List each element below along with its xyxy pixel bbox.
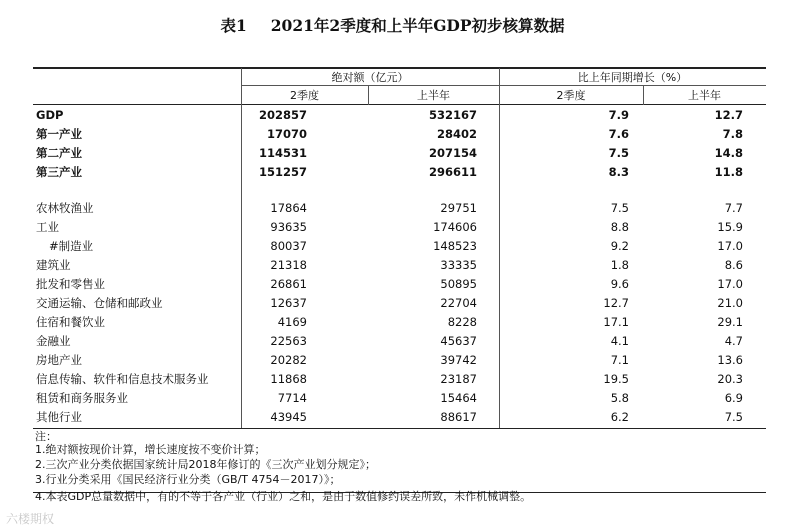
cell-h1-growth: 4.7 — [724, 334, 743, 348]
cell-h1-growth: 17.0 — [717, 239, 743, 253]
note-3: 3.行业分类采用《国民经济行业分类（GB/T 4754－2017）》； — [35, 473, 341, 486]
row-label: 建筑业 — [36, 258, 71, 272]
table-row — [33, 125, 766, 144]
cell-q2-abs: 17864 — [270, 201, 307, 215]
notes-heading: 注： — [35, 430, 57, 443]
cell-q2-growth: 6.2 — [610, 410, 629, 424]
cell-q2-abs: 7714 — [277, 391, 307, 405]
cell-h1-abs: 532167 — [428, 108, 477, 122]
note-1: 1.绝对额按现价计算，增长速度按不变价计算； — [35, 443, 266, 456]
cell-q2-growth: 9.6 — [610, 277, 629, 291]
cell-h1-abs: 22704 — [440, 296, 477, 310]
cell-q2-growth: 9.2 — [610, 239, 629, 253]
cell-h1-growth: 13.6 — [717, 353, 743, 367]
cell-h1-growth: 20.3 — [717, 372, 743, 386]
cell-h1-abs: 29751 — [440, 201, 477, 215]
table-row — [33, 389, 766, 408]
table-number: 表1 — [220, 16, 247, 35]
cell-q2-abs: 26861 — [270, 277, 307, 291]
table-row — [33, 351, 766, 370]
cell-q2-abs: 12637 — [270, 296, 307, 310]
table-row — [33, 163, 766, 182]
table-row — [33, 275, 766, 294]
row-label: 第一产业 — [36, 127, 82, 141]
header-h1-growth: 上半年 — [688, 89, 721, 102]
cell-q2-abs: 43945 — [270, 410, 307, 424]
cell-q2-growth: 5.8 — [610, 391, 629, 405]
cell-h1-abs: 148523 — [433, 239, 477, 253]
cell-q2-abs: 11868 — [270, 372, 307, 386]
row-label: 其他行业 — [36, 410, 82, 424]
cell-q2-growth: 1.8 — [610, 258, 629, 272]
row-label: #制造业 — [49, 239, 94, 253]
header-rule — [33, 104, 766, 105]
cell-h1-abs: 28402 — [436, 127, 477, 141]
cell-h1-growth: 6.9 — [724, 391, 743, 405]
row-label: 工业 — [36, 220, 59, 234]
row-label: GDP — [36, 108, 64, 122]
cell-q2-abs: 21318 — [270, 258, 307, 272]
table-row — [33, 106, 766, 125]
cell-h1-abs: 8228 — [447, 315, 477, 329]
table-row — [33, 144, 766, 163]
cell-h1-abs: 88617 — [440, 410, 477, 424]
header-absolute: 绝对额（亿元） — [331, 71, 409, 84]
cell-q2-abs: 202857 — [258, 108, 307, 122]
table-row — [33, 256, 766, 275]
cell-h1-abs: 207154 — [428, 146, 477, 160]
table-row — [33, 294, 766, 313]
cell-h1-growth: 15.9 — [717, 220, 743, 234]
note-4: 4.本表GDP总量数据中，有的不等于各产业（行业）之和，是由于数值修约误差所致，未作机械调整。 — [35, 490, 532, 503]
row-label: 农林牧渔业 — [36, 201, 94, 215]
cell-h1-growth: 29.1 — [717, 315, 743, 329]
table-row — [33, 218, 766, 237]
table-title — [0, 14, 785, 36]
cell-q2-abs: 114531 — [258, 146, 307, 160]
row-label: 住宿和餐饮业 — [36, 315, 105, 329]
header-q2-growth: 2季度 — [556, 89, 586, 102]
cell-h1-abs: 39742 — [440, 353, 477, 367]
cell-h1-abs: 50895 — [440, 277, 477, 291]
cell-h1-abs: 23187 — [440, 372, 477, 386]
cell-h1-abs: 33335 — [440, 258, 477, 272]
cell-q2-growth: 17.1 — [603, 315, 629, 329]
table-row — [33, 199, 766, 218]
header-h1-abs: 上半年 — [417, 89, 450, 102]
top-rule — [33, 67, 766, 69]
cell-q2-abs: 20282 — [270, 353, 307, 367]
cell-h1-abs: 296611 — [428, 165, 477, 179]
cell-q2-growth: 7.5 — [610, 201, 629, 215]
cell-q2-growth: 7.1 — [610, 353, 629, 367]
row-label: 第三产业 — [36, 165, 82, 179]
cell-q2-growth: 7.5 — [608, 146, 629, 160]
row-label: 批发和零售业 — [36, 277, 105, 291]
cell-h1-growth: 11.8 — [714, 165, 743, 179]
subheader-divider — [241, 85, 766, 86]
table-title-text: 2021年2季度和上半年GDP初步核算数据 — [270, 16, 565, 35]
cell-q2-growth: 8.8 — [610, 220, 629, 234]
cell-h1-growth: 17.0 — [717, 277, 743, 291]
cell-h1-growth: 7.7 — [724, 201, 743, 215]
row-label: 交通运输、仓储和邮政业 — [36, 296, 163, 310]
notes-rule — [33, 428, 766, 429]
cell-h1-abs: 174606 — [433, 220, 477, 234]
note-2: 2.三次产业分类依据国家统计局2018年修订的《三次产业划分规定》； — [35, 458, 376, 471]
row-label: 金融业 — [36, 334, 71, 348]
cell-q2-abs: 17070 — [266, 127, 307, 141]
watermark: 六楼期权 — [6, 512, 55, 526]
cell-h1-growth: 7.5 — [724, 410, 743, 424]
table-row — [33, 408, 766, 427]
cell-h1-abs: 15464 — [440, 391, 477, 405]
cell-h1-growth: 12.7 — [714, 108, 743, 122]
table-row — [33, 370, 766, 389]
cell-q2-growth: 7.9 — [608, 108, 629, 122]
cell-q2-abs: 22563 — [270, 334, 307, 348]
table-row — [33, 237, 766, 256]
cell-q2-growth: 4.1 — [610, 334, 629, 348]
table-row — [33, 332, 766, 351]
cell-q2-growth: 19.5 — [603, 372, 629, 386]
cell-q2-abs: 80037 — [270, 239, 307, 253]
cell-h1-abs: 45637 — [440, 334, 477, 348]
table-row — [33, 313, 766, 332]
cell-q2-abs: 4169 — [277, 315, 307, 329]
row-label: 信息传输、软件和信息技术服务业 — [36, 372, 209, 386]
cell-q2-abs: 151257 — [258, 165, 307, 179]
header-q2-abs: 2季度 — [290, 89, 319, 102]
cell-q2-growth: 7.6 — [608, 127, 629, 141]
cell-q2-growth: 8.3 — [608, 165, 629, 179]
cell-h1-growth: 14.8 — [714, 146, 743, 160]
cell-h1-growth: 7.8 — [722, 127, 743, 141]
cell-q2-growth: 12.7 — [603, 296, 629, 310]
row-label: 房地产业 — [36, 353, 82, 367]
row-label: 租赁和商务服务业 — [36, 391, 128, 405]
row-label: 第二产业 — [36, 146, 82, 160]
cell-q2-abs: 93635 — [270, 220, 307, 234]
cell-h1-growth: 21.0 — [717, 296, 743, 310]
header-growth: 比上年同期增长（%） — [577, 71, 688, 84]
cell-h1-growth: 8.6 — [724, 258, 743, 272]
